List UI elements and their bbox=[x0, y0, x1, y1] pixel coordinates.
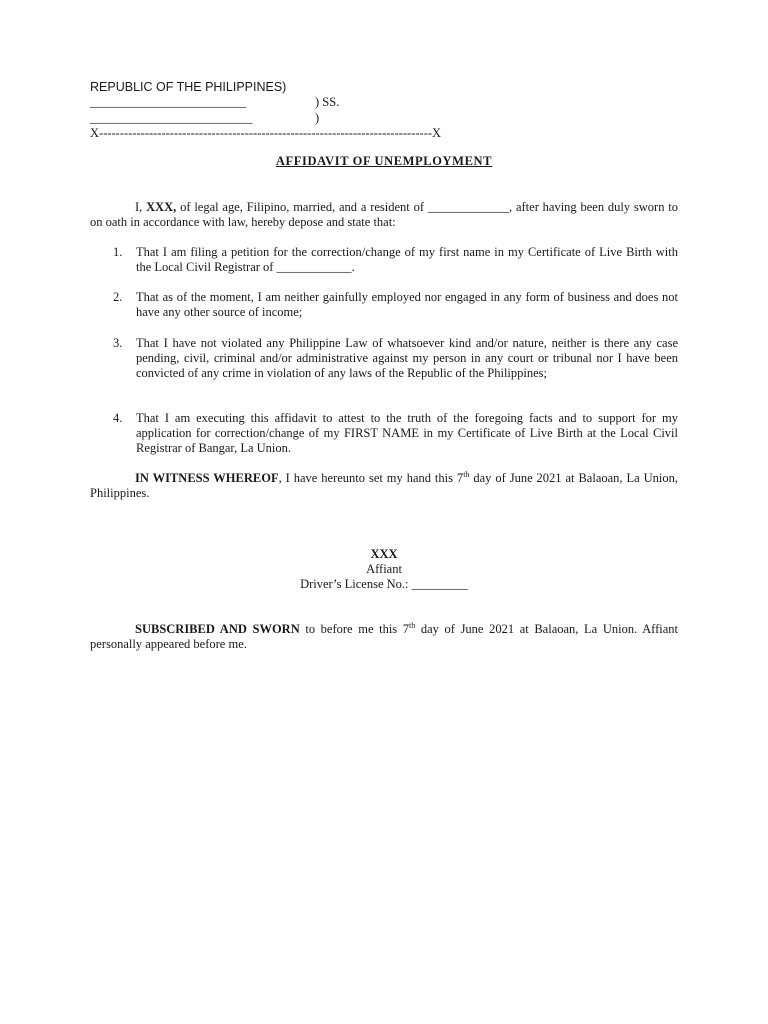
item-number: 1. bbox=[113, 245, 123, 259]
jurat-ordinal: th bbox=[409, 620, 416, 630]
ss-marker: ) SS. bbox=[315, 95, 340, 109]
item-text: That as of the moment, I am neither gainfully employed nor engaged in any form of business and does not have any other source of income; bbox=[136, 290, 678, 319]
venue-blank-1: _________________________ bbox=[90, 95, 247, 109]
jurat-text-2: day of June 2021 at Balaoan, La Union. Affiant personally appeared before me. bbox=[90, 622, 678, 651]
item-number: 4. bbox=[113, 411, 123, 425]
witness-paragraph bbox=[90, 471, 678, 501]
item-number: 2. bbox=[113, 290, 123, 304]
jurat-paragraph bbox=[90, 622, 678, 652]
intro-text: of legal age, Filipino, married, and a resident of _____________, after having been duly sworn to on oath in accordance with law, hereby depose and state that: bbox=[90, 200, 678, 229]
item-text: That I have not violated any Philippine Law of whatsoever kind and/or nature, neither is there any case pending, civil, criminal and/or administrative against my person in any court or tribunal nor I have been convicted of any crime in violation of any laws of the Republic of the Philippines; bbox=[136, 336, 678, 380]
item-number: 3. bbox=[113, 336, 123, 350]
jurat-bold: SUBSCRIBED AND SWORN bbox=[135, 622, 300, 636]
venue-paren: ) bbox=[315, 111, 320, 125]
jurat-text-1: to before me this 7 bbox=[299, 622, 410, 636]
document-title: AFFIDAVIT OF UNEMPLOYMENT bbox=[275, 154, 493, 168]
venue-blank-2: __________________________ bbox=[90, 111, 253, 125]
affiant-name: XXX bbox=[370, 547, 398, 561]
witness-bold: IN WITNESS WHEREOF bbox=[135, 471, 279, 485]
header-divider: X--------------------------------------------------------------------------------X bbox=[90, 126, 442, 140]
intro-paragraph bbox=[90, 200, 678, 230]
item-text: That I am executing this affidavit to attest to the truth of the foregoing facts and to support for my application for correction/change of my FIRST NAME in my Certificate of Live Birth at the Local Civil Registrar of Bangar, La Union. bbox=[136, 411, 678, 455]
witness-text-2: day of June 2021 at Balaoan, La Union, Philippines. bbox=[90, 471, 678, 500]
witness-text-1: , I have hereunto set my hand this 7 bbox=[278, 471, 464, 485]
item-text: That I am filing a petition for the correction/change of my first name in my Certificate of Live Birth with the Local Civil Registrar of ____________. bbox=[136, 245, 678, 274]
affiant-license: Driver’s License No.: _________ bbox=[300, 577, 468, 591]
affiant-name-inline: XXX, bbox=[146, 200, 177, 214]
affiant-role: Affiant bbox=[366, 562, 402, 576]
republic-line: REPUBLIC OF THE PHILIPPINES) bbox=[90, 80, 287, 94]
witness-ordinal: th bbox=[463, 469, 470, 479]
intro-lead: I, bbox=[135, 200, 147, 214]
